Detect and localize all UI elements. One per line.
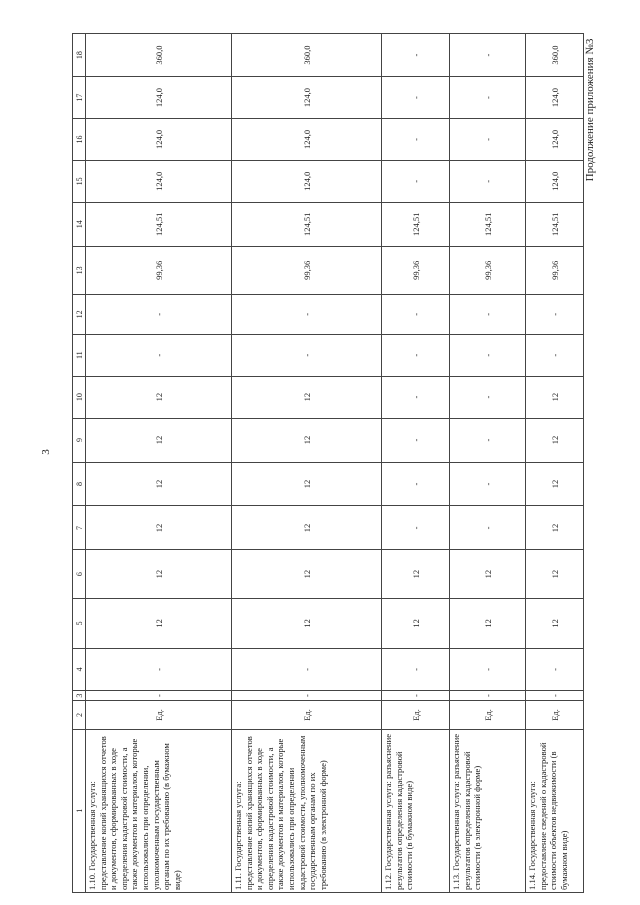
value-cell: - [382, 418, 450, 462]
column-number: 1 [73, 729, 86, 892]
rotated-table-wrapper [72, 33, 584, 893]
value-cell: 12 [526, 462, 584, 506]
value-cell: 12 [86, 376, 232, 418]
service-name-cell: 1.10. Государственная услуга: представление копий хранящихся отчетов и документов, сформированных в ходе определения кадастровой стоимости, а также документов и материалов, которые использовались при определении, уполномоченным государственным органам по их требованию (в бумажном виде) [86, 729, 232, 892]
column-number: 10 [73, 376, 86, 418]
column-number: 18 [73, 34, 86, 77]
value-cell: 12 [526, 506, 584, 550]
value-cell: 124,51 [86, 202, 232, 246]
value-cell: 12 [526, 598, 584, 648]
value-cell: - [526, 294, 584, 334]
value-cell: - [450, 119, 526, 161]
value-cell: 12 [526, 550, 584, 598]
column-number: 15 [73, 160, 86, 202]
value-cell: 12 [232, 598, 382, 648]
column-number: 3 [73, 690, 86, 700]
value-cell: 12 [232, 418, 382, 462]
value-cell: 360,0 [86, 34, 232, 77]
column-number: 4 [73, 648, 86, 690]
column-number: 2 [73, 701, 86, 729]
value-cell: - [232, 690, 382, 700]
column-number: 13 [73, 246, 86, 294]
value-cell: - [526, 648, 584, 690]
value-cell: - [526, 690, 584, 700]
value-cell: 12 [382, 598, 450, 648]
column-number: 16 [73, 119, 86, 161]
value-cell: Ед. [232, 701, 382, 729]
value-cell: - [382, 462, 450, 506]
value-cell: 124,0 [526, 77, 584, 119]
value-cell: 12 [382, 550, 450, 598]
value-cell: - [382, 34, 450, 77]
value-cell: - [450, 506, 526, 550]
value-cell: 124,0 [86, 119, 232, 161]
value-cell: 124,0 [232, 119, 382, 161]
value-cell: 360,0 [232, 34, 382, 77]
value-cell: 99,36 [450, 246, 526, 294]
value-cell: Ед. [450, 701, 526, 729]
column-number: 14 [73, 202, 86, 246]
value-cell: - [382, 506, 450, 550]
value-cell: 124,51 [382, 202, 450, 246]
column-number: 11 [73, 334, 86, 376]
column-number: 8 [73, 462, 86, 506]
value-cell: Ед. [382, 701, 450, 729]
value-cell: - [382, 648, 450, 690]
column-number: 9 [73, 418, 86, 462]
value-cell: 124,0 [526, 119, 584, 161]
value-cell: - [232, 648, 382, 690]
value-cell: 12 [450, 598, 526, 648]
value-cell: - [450, 690, 526, 700]
value-cell: 12 [232, 462, 382, 506]
value-cell: - [450, 34, 526, 77]
value-cell: 12 [526, 376, 584, 418]
column-number: 5 [73, 598, 86, 648]
value-cell: 12 [232, 550, 382, 598]
table-row [382, 34, 450, 893]
table-row [86, 34, 232, 893]
value-cell: - [450, 418, 526, 462]
value-cell: - [382, 77, 450, 119]
value-cell: - [86, 294, 232, 334]
value-cell: - [382, 334, 450, 376]
value-cell: 360,0 [526, 34, 584, 77]
table-row [526, 34, 584, 893]
column-number-row [73, 34, 86, 893]
service-name-cell: 1.13. Государственная услуга: разъяснение результатов определения кадастровой стоимости (в электронной форме) [450, 729, 526, 892]
value-cell: Ед. [86, 701, 232, 729]
value-cell: 99,36 [382, 246, 450, 294]
value-cell: - [232, 334, 382, 376]
value-cell: 12 [86, 462, 232, 506]
table-row [450, 34, 526, 893]
value-cell: - [450, 648, 526, 690]
value-cell: - [450, 334, 526, 376]
value-cell: 12 [232, 376, 382, 418]
table-row [232, 34, 382, 893]
value-cell: - [526, 334, 584, 376]
value-cell: - [450, 462, 526, 506]
value-cell: - [382, 690, 450, 700]
service-name-cell: 1.11. Государственная услуга: представление копий хранящихся отчетов и документов, сформированных в ходе определения кадастровой стоимости, а также документов и материалов, которые использовались при определении кадастровой стоимости, уполномоченным государственным органам по их требованию (в электронной форме) [232, 729, 382, 892]
value-cell: 12 [86, 506, 232, 550]
value-cell: - [382, 294, 450, 334]
value-cell: - [450, 77, 526, 119]
value-cell: 99,36 [526, 246, 584, 294]
column-number: 12 [73, 294, 86, 334]
value-cell: - [86, 648, 232, 690]
value-cell: 124,0 [232, 160, 382, 202]
value-cell: 124,0 [86, 160, 232, 202]
service-name-cell: 1.14. Государственная услуга: предоставление сведений о кадастровой стоимости объектов недвижимости (в бумажном виде) [526, 729, 584, 892]
value-cell: 124,0 [232, 77, 382, 119]
value-cell: - [450, 294, 526, 334]
column-number: 17 [73, 77, 86, 119]
value-cell: - [450, 376, 526, 418]
data-table [72, 33, 584, 893]
service-name-cell: 1.12. Государственная услуга: разъяснение результатов определения кадастровой стоимости (в бумажном виде) [382, 729, 450, 892]
value-cell: - [382, 376, 450, 418]
value-cell: 12 [450, 550, 526, 598]
value-cell: 99,36 [86, 246, 232, 294]
value-cell: 12 [526, 418, 584, 462]
column-number: 6 [73, 550, 86, 598]
value-cell: 124,51 [232, 202, 382, 246]
column-number: 7 [73, 506, 86, 550]
value-cell: 12 [86, 418, 232, 462]
value-cell: - [450, 160, 526, 202]
value-cell: 124,0 [526, 160, 584, 202]
value-cell: - [86, 690, 232, 700]
value-cell: 124,0 [86, 77, 232, 119]
value-cell: 12 [86, 550, 232, 598]
value-cell: 124,51 [450, 202, 526, 246]
appendix-continuation-note: Продолжение приложения №3 [584, 38, 596, 182]
value-cell: 99,36 [232, 246, 382, 294]
value-cell: - [232, 294, 382, 334]
value-cell: - [382, 119, 450, 161]
value-cell: - [86, 334, 232, 376]
value-cell: Ед. [526, 701, 584, 729]
value-cell: - [382, 160, 450, 202]
value-cell: 12 [86, 598, 232, 648]
value-cell: 124,51 [526, 202, 584, 246]
page-number: 3 [40, 449, 52, 455]
value-cell: 12 [232, 506, 382, 550]
